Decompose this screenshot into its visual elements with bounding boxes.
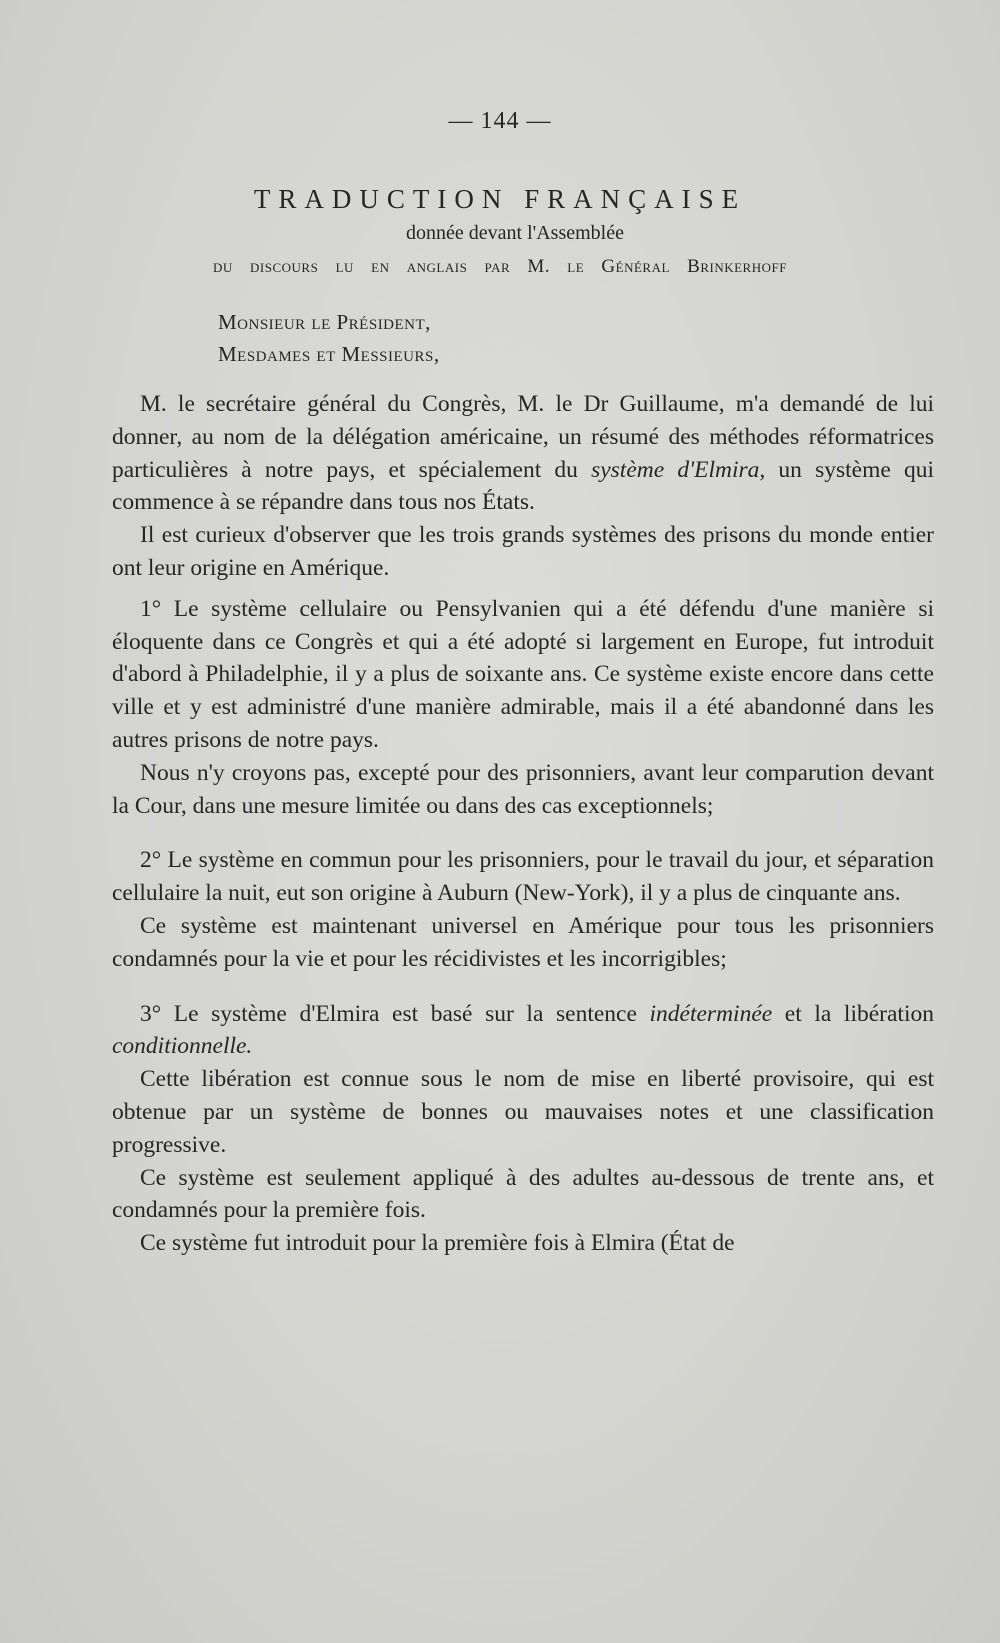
paragraph-4: Nous n'y croyons pas, excepté pour des prisonniers, avant leur comparution devant la Cour, dans une mesure limitée ou dans des cas exceptionnels; [112,759,934,819]
paragraph-8: Cette libération est connue sous le nom de mise en liberté provisoire, qui est obtenue par un système de bonnes ou mauvaises notes et une classification progressive. [112,1066,934,1158]
body-text [112,388,934,1260]
section-byline: du discours lu en anglais par M. le Général Brinkerhoff [213,256,787,277]
salutation-line-1: Monsieur le Président, [218,310,431,334]
paragraph-9: Ce système est seulement appliqué à des adultes au-dessous de trente ans, et condamnés pour la première fois. [112,1164,934,1224]
salutation-line-2: Mesdames et Messieurs, [218,342,440,366]
section-title: TRADUCTION FRANÇAISE [253,184,747,214]
paragraph-1-text-b: un système qui commence à se répandre dans tous nos États. [112,456,934,516]
paragraph-7-emphasis-1: indéterminée [649,1000,773,1027]
paragraph-7-text-b: et la libération [772,1000,934,1027]
paragraph-1-emphasis: système d'Elmira, [591,456,766,483]
section-subtitle: donnée devant l'Assemblée [406,222,624,244]
paragraph-6: Ce système est maintenant universel en Amérique pour tous les prisonniers condamnés pour la vie et pour les récidivistes et les incorrigibles; [112,912,934,972]
paragraph-7 [112,998,934,1064]
page-number: — 144 — [448,108,552,134]
paragraph-5: 2° Le système en commun pour les prisonniers, pour le travail du jour, et séparation cellulaire la nuit, eut son origine à Auburn (New-York), il y a plus de cinquante ans. [112,847,934,907]
paragraph-1-text-a: M. le secrétaire général du Congrès, M. le Dr Guillaume, m'a demandé de lui donner, au nom de la délégation américaine, un résumé des méthodes réformatrices particulières à notre pays, et spécialement du [112,391,934,483]
paragraph-10: Ce système fut introduit pour la première fois à Elmira (État de [140,1230,735,1257]
paragraph-7-emphasis-2: conditionnelle. [112,1033,253,1060]
paragraph-3: 1° Le système cellulaire ou Pensylvanien qui a été défendu d'une manière si éloquente dans ce Congrès et qui a été adopté si largement en Europe, fut introduit d'abord à Philadelphie, il y a plus de soixante ans. Ce système existe encore dans cette ville et y est administré d'une manière admirable, mais il a été abandonné dans les autres prisons de notre pays. [112,595,934,753]
paragraph-2: Il est curieux d'observer que les trois grands systèmes des prisons du monde entier ont leur origine en Amérique. [112,522,934,581]
paragraph-1 [112,388,934,519]
paragraph-7-text-a: 3° Le système d'Elmira est basé sur la sentence [140,1000,650,1027]
